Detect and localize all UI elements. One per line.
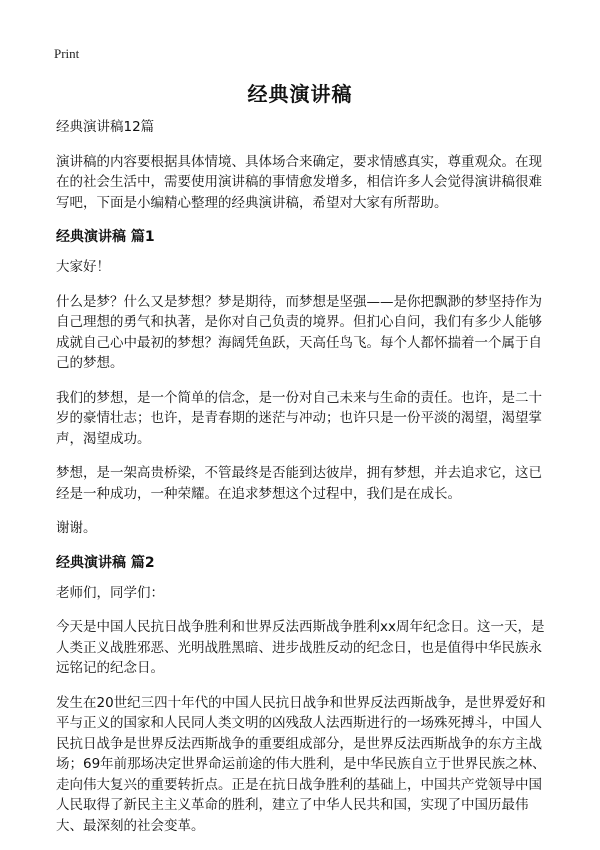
section1-paragraph-1: 什么是梦？什么又是梦想？梦是期待，而梦想是坚强——是你把飘渺的梦坚持作为自己理想的勇气和执著，是你对自己负责的境界。但扪心自问，我们有多少人能够成就自己心中最初的梦想？海阔凭鱼跃，天高任鸟飞。每个人都怀揣着一个属于自己的梦想。 xyxy=(56,293,542,371)
section-heading-1: 经典演讲稿 篇1 xyxy=(56,229,155,245)
document-body xyxy=(56,117,548,850)
section1-paragraph-2: 我们的梦想，是一个简单的信念，是一份对自己未来与生命的责任。也许，是二十岁的豪情壮志；也许，是青春期的迷茫与冲动；也许只是一份平淡的渴望，渴望掌声，渴望成功。 xyxy=(56,389,542,447)
section2-paragraph-1: 今天是中国人民抗日战争胜利和世界反法西斯战争胜利xx周年纪念日。这一天，是人类正义战胜邪恶、光明战胜黑暗、进步战胜反动的纪念日，也是值得中华民族永远铭记的纪念日。 xyxy=(56,619,545,676)
document-subtitle: 经典演讲稿12篇 xyxy=(56,119,155,135)
page-title: 经典演讲稿 xyxy=(247,82,353,106)
print-link[interactable]: Print xyxy=(54,46,80,61)
section1-closing: 谢谢。 xyxy=(56,520,97,536)
section1-paragraph-3: 梦想，是一架高贵桥梁，不管最终是否能到达彼岸，拥有梦想，并去追求它，这已经是一种成功，一种荣耀。在追求梦想这个过程中，我们是在成长。 xyxy=(56,465,542,502)
section1-greeting: 大家好！ xyxy=(56,259,110,275)
intro-paragraph: 演讲稿的内容要根据具体情境、具体场合来确定，要求情感真实，尊重观众。在现在的社会生活中，需要使用演讲稿的事情愈发增多，相信许多人会觉得演讲稿很难写吧，下面是小编精心整理的经典演讲稿，希望对大家有所帮助。 xyxy=(56,153,542,211)
section2-paragraph-2: 发生在20世纪三四十年代的中国人民抗日战争和世界反法西斯战争，是世界爱好和平与正义的国家和人民同人类文明的凶残敌人法西斯进行的一场殊死搏斗，中国人民抗日战争是世界反法西斯战争的重要组成部分，是世界反法西斯战争的东方主战场；69年前那场决定世界命运前途的伟大胜利，是中华民族自立于世界民族之林、走向伟大复兴的重要转折点。正是在抗日战争胜利的基础上，中国共产党领导中国人民取得了新民主主义革命的胜利，建立了中华人民共和国，实现了中国历最伟大、最深刻的社会变革。 xyxy=(56,694,546,834)
section2-greeting: 老师们，同学们： xyxy=(56,584,164,601)
section-heading-2: 经典演讲稿 篇2 xyxy=(56,554,155,571)
